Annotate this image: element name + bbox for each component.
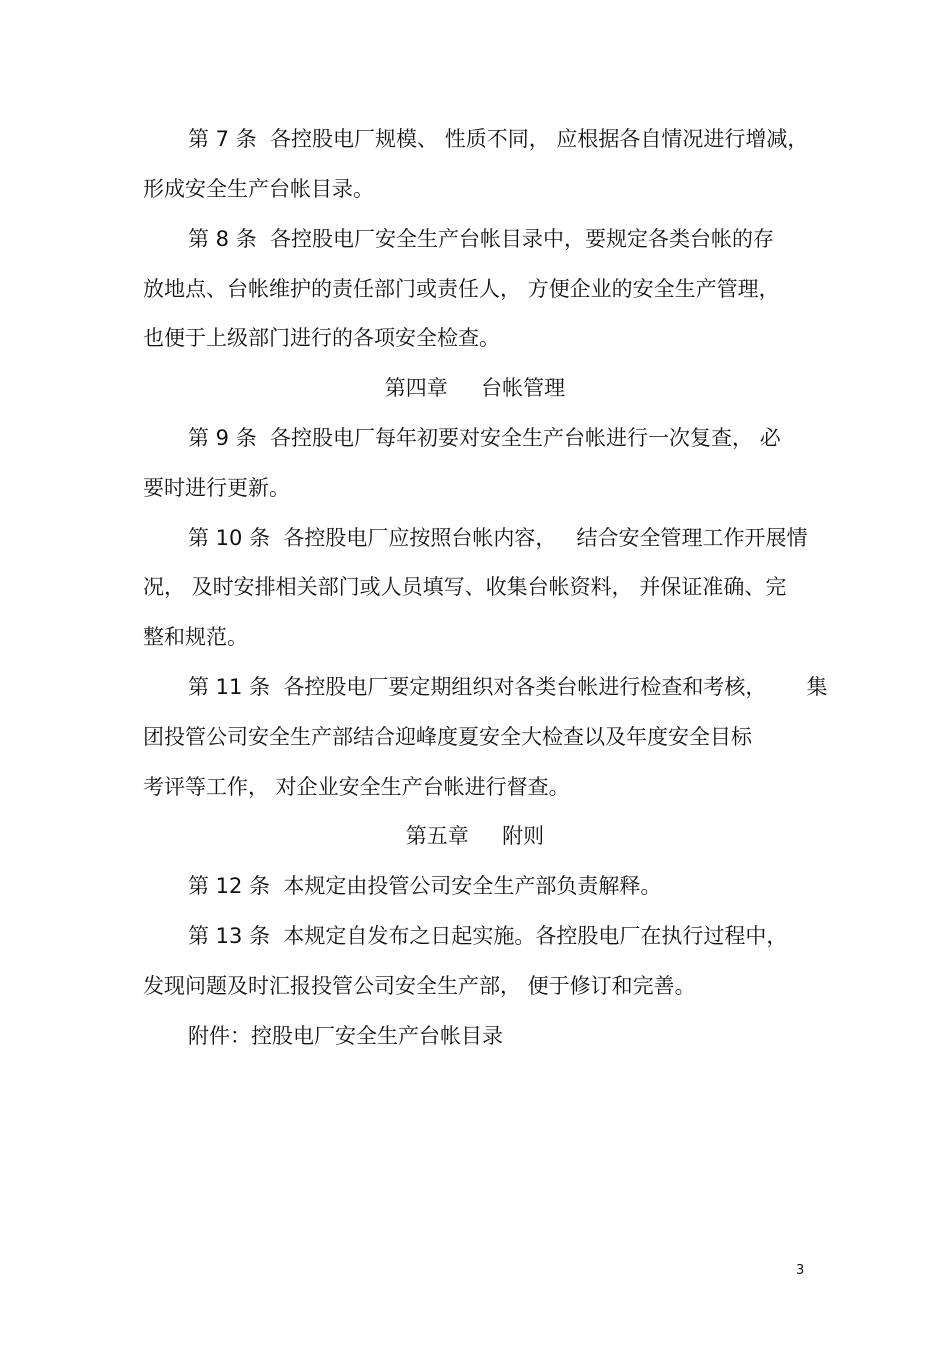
article-10-line-2: 况， 及时安排相关部门或人员填写、收集台帐资料， 并保证准确、完: [143, 575, 787, 599]
article-13-line-2: 发现问题及时汇报投管公司安全生产部， 便于修订和完善。: [143, 974, 696, 998]
article-11-line-1: 第 11 条 各控股电厂要定期组织对各类台帐进行检查和考核， 集: [188, 675, 828, 699]
article-9-line-2: 要时进行更新。: [143, 476, 290, 500]
article-12-line-1: 第 12 条 本规定由投管公司安全生产部负责解释。: [188, 874, 662, 898]
chapter-4-heading: 第四章 台帐管理: [384, 376, 566, 400]
article-8-line-2: 放地点、台帐维护的责任部门或责任人， 方便企业的安全生产管理，: [143, 277, 780, 301]
article-8-line-3: 也便于上级部门进行的各项安全检查。: [143, 326, 500, 350]
attachment-line: 附件：控股电厂安全生产台帐目录: [188, 1024, 503, 1048]
article-10-line-1: 第 10 条 各控股电厂应按照台帐内容， 结合安全管理工作开展情: [188, 526, 808, 550]
article-9-line-1: 第 9 条 各控股电厂每年初要对安全生产台帐进行一次复查， 必: [188, 426, 781, 450]
article-11-line-3: 考评等工作， 对企业安全生产台帐进行督查。: [143, 775, 570, 799]
article-13-line-1: 第 13 条 本规定自发布之日起实施。各控股电厂在执行过程中，: [188, 924, 788, 948]
article-10-line-3: 整和规范。: [143, 625, 248, 649]
article-7-line-1: 第 7 条 各控股电厂规模、 性质不同， 应根据各自情况进行增减，: [188, 127, 809, 151]
article-11-line-2: 团投管公司安全生产部结合迎峰度夏安全大检查以及年度安全目标: [143, 725, 752, 749]
article-7-line-2: 形成安全生产台帐目录。: [143, 177, 374, 201]
page-number: 3: [796, 1263, 805, 1278]
article-8-line-1: 第 8 条 各控股电厂安全生产台帐目录中，要规定各类台帐的存: [188, 227, 775, 251]
chapter-5-heading: 第五章 附则: [405, 824, 545, 848]
